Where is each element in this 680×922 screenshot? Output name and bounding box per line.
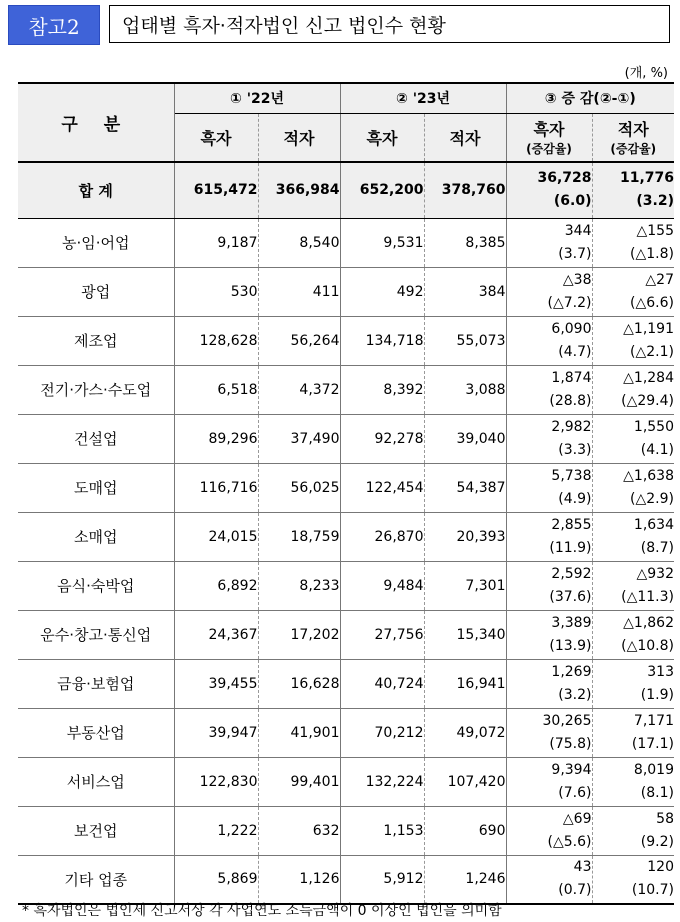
deficit-2022: 17,202	[258, 610, 340, 659]
deficit-change-rate: (8.7)	[640, 539, 674, 556]
deficit-change-rate: (△6.6)	[630, 294, 674, 311]
deficit-2023: 16,941	[424, 659, 506, 708]
deficit-change-rate: (1.9)	[640, 686, 674, 703]
deficit-change	[592, 708, 674, 757]
surplus-2023: 8,392	[340, 365, 424, 414]
footnote: * 흑자법인은 법인세 신고서상 각 사업연도 소득금액이 0 이상인 법인을 의미함	[22, 903, 502, 919]
surplus-2022: 89,296	[174, 414, 258, 463]
header-year-2022: ① '22년	[174, 83, 340, 113]
deficit-change-value: △1,862	[623, 614, 674, 631]
industry-label: 음식·숙박업	[18, 561, 174, 610]
header-change: ③ 증 감(②-①)	[506, 83, 674, 113]
table-row	[18, 610, 674, 659]
deficit-2022: 18,759	[258, 512, 340, 561]
header-deficit-2022: 적자	[258, 113, 340, 162]
deficit-change-value: 120	[647, 859, 674, 876]
surplus-change-rate: (13.9)	[549, 637, 592, 654]
industry-label: 소매업	[18, 512, 174, 561]
surplus-change-rate: (△7.2)	[547, 294, 592, 311]
deficit-2022: 16,628	[258, 659, 340, 708]
surplus-change-rate: (28.8)	[549, 392, 592, 409]
deficit-2023: 49,072	[424, 708, 506, 757]
surplus-change-rate: (75.8)	[549, 735, 592, 752]
total-deficit-change	[592, 162, 674, 218]
surplus-change-value: 3,389	[551, 614, 592, 631]
industry-label: 금융·보험업	[18, 659, 174, 708]
surplus-2022: 6,518	[174, 365, 258, 414]
deficit-change-value: △155	[636, 222, 674, 239]
surplus-2022: 9,187	[174, 218, 258, 267]
deficit-2022: 56,025	[258, 463, 340, 512]
surplus-2022: 116,716	[174, 463, 258, 512]
table-header	[18, 83, 674, 162]
industry-label: 건설업	[18, 414, 174, 463]
deficit-change	[592, 316, 674, 365]
deficit-change-rate: (9.2)	[640, 833, 674, 850]
deficit-change-value: △1,191	[623, 320, 674, 337]
surplus-change	[506, 855, 592, 904]
surplus-change	[506, 708, 592, 757]
unit-label: (개, %)	[624, 66, 668, 81]
deficit-2022: 37,490	[258, 414, 340, 463]
total-surplus-change-value: 36,728	[537, 170, 592, 187]
surplus-change-value: △38	[562, 271, 592, 288]
table-row	[18, 561, 674, 610]
table-row	[18, 414, 674, 463]
deficit-2023: 7,301	[424, 561, 506, 610]
deficit-2023: 8,385	[424, 218, 506, 267]
deficit-2022: 41,901	[258, 708, 340, 757]
surplus-change-rate: (3.7)	[558, 245, 592, 262]
surplus-change-rate: (0.7)	[558, 882, 592, 899]
table-row	[18, 218, 674, 267]
page-title: 업태별 흑자·적자법인 신고 법인수 현황	[109, 5, 670, 43]
header-deficit-change	[592, 113, 674, 162]
surplus-change-value: 9,394	[551, 761, 592, 778]
header-category: 구 분	[18, 83, 174, 162]
industry-label: 도매업	[18, 463, 174, 512]
surplus-2022: 122,830	[174, 757, 258, 806]
surplus-2023: 26,870	[340, 512, 424, 561]
total-label: 합 계	[18, 162, 174, 218]
deficit-2023: 54,387	[424, 463, 506, 512]
table-row	[18, 365, 674, 414]
header-deficit-2023: 적자	[424, 113, 506, 162]
deficit-change-value: 1,550	[633, 418, 674, 435]
table-row	[18, 316, 674, 365]
surplus-2023: 132,224	[340, 757, 424, 806]
surplus-2022: 39,947	[174, 708, 258, 757]
surplus-2022: 24,015	[174, 512, 258, 561]
deficit-change-value: △27	[645, 271, 674, 288]
surplus-change	[506, 267, 592, 316]
deficit-change	[592, 855, 674, 904]
deficit-change-rate: (△2.9)	[630, 490, 674, 507]
surplus-change-rate: (11.9)	[549, 539, 592, 556]
surplus-change	[506, 365, 592, 414]
surplus-change-value: △69	[562, 810, 592, 827]
surplus-2023: 134,718	[340, 316, 424, 365]
deficit-2022: 56,264	[258, 316, 340, 365]
deficit-2023: 55,073	[424, 316, 506, 365]
surplus-change-value: 43	[573, 859, 592, 876]
surplus-2022: 39,455	[174, 659, 258, 708]
deficit-2022: 4,372	[258, 365, 340, 414]
deficit-change	[592, 463, 674, 512]
table-row	[18, 267, 674, 316]
surplus-2023: 70,212	[340, 708, 424, 757]
total-row	[18, 162, 674, 218]
surplus-change	[506, 414, 592, 463]
deficit-change	[592, 806, 674, 855]
header-surplus-2023: 흑자	[340, 113, 424, 162]
deficit-change	[592, 561, 674, 610]
surplus-change	[506, 316, 592, 365]
surplus-change-value: 2,592	[551, 565, 592, 582]
header-deficit-change-label: 적자	[617, 120, 649, 140]
deficit-change-rate: (△10.8)	[621, 637, 674, 654]
deficit-change	[592, 414, 674, 463]
deficit-change-value: △932	[636, 565, 674, 582]
header-year-2023: ② '23년	[340, 83, 506, 113]
surplus-change	[506, 512, 592, 561]
table-row	[18, 463, 674, 512]
deficit-2022: 632	[258, 806, 340, 855]
surplus-change-rate: (4.7)	[558, 343, 592, 360]
total-surplus-change	[506, 162, 592, 218]
statistics-table	[18, 82, 674, 905]
surplus-change-value: 344	[564, 222, 592, 239]
surplus-change-rate: (7.6)	[558, 784, 592, 801]
surplus-2022: 530	[174, 267, 258, 316]
deficit-change-value: 8,019	[633, 761, 674, 778]
surplus-change-value: 1,269	[551, 663, 592, 680]
surplus-change	[506, 806, 592, 855]
deficit-2023: 20,393	[424, 512, 506, 561]
surplus-2022: 128,628	[174, 316, 258, 365]
table-body	[18, 162, 674, 904]
table-row	[18, 708, 674, 757]
deficit-2022: 411	[258, 267, 340, 316]
industry-label: 기타 업종	[18, 855, 174, 904]
table-row	[18, 806, 674, 855]
header-surplus-change	[506, 113, 592, 162]
deficit-change-value: △1,638	[623, 467, 674, 484]
deficit-change-value: 7,171	[633, 712, 674, 729]
deficit-change	[592, 512, 674, 561]
surplus-change	[506, 218, 592, 267]
deficit-change	[592, 267, 674, 316]
total-deficit-2023: 378,760	[424, 162, 506, 218]
deficit-change-rate: (10.7)	[631, 882, 674, 899]
surplus-2023: 27,756	[340, 610, 424, 659]
header-surplus-change-label: 흑자	[533, 120, 565, 140]
deficit-change-rate: (△1.8)	[630, 245, 674, 262]
deficit-2023: 384	[424, 267, 506, 316]
deficit-change-rate: (4.1)	[640, 441, 674, 458]
total-deficit-2022: 366,984	[258, 162, 340, 218]
surplus-change-rate: (3.3)	[558, 441, 592, 458]
surplus-change	[506, 610, 592, 659]
surplus-change-rate: (37.6)	[549, 588, 592, 605]
deficit-change-rate: (8.1)	[640, 784, 674, 801]
deficit-change-value: 313	[647, 663, 674, 680]
reference-badge: 참고2	[8, 5, 100, 45]
surplus-2022: 6,892	[174, 561, 258, 610]
deficit-2023: 107,420	[424, 757, 506, 806]
surplus-2022: 5,869	[174, 855, 258, 904]
deficit-2022: 8,233	[258, 561, 340, 610]
surplus-change-rate: (4.9)	[558, 490, 592, 507]
surplus-2023: 492	[340, 267, 424, 316]
surplus-2023: 9,484	[340, 561, 424, 610]
surplus-2023: 9,531	[340, 218, 424, 267]
total-deficit-change-value: 11,776	[619, 170, 674, 187]
industry-label: 전기·가스·수도업	[18, 365, 174, 414]
deficit-2023: 3,088	[424, 365, 506, 414]
surplus-change-value: 30,265	[542, 712, 592, 729]
surplus-2023: 122,454	[340, 463, 424, 512]
surplus-2022: 1,222	[174, 806, 258, 855]
table-row	[18, 659, 674, 708]
deficit-2022: 8,540	[258, 218, 340, 267]
deficit-2022: 1,126	[258, 855, 340, 904]
surplus-change	[506, 561, 592, 610]
industry-label: 부동산업	[18, 708, 174, 757]
deficit-2023: 1,246	[424, 855, 506, 904]
industry-label: 서비스업	[18, 757, 174, 806]
surplus-2023: 92,278	[340, 414, 424, 463]
industry-label: 운수·창고·통신업	[18, 610, 174, 659]
deficit-change-rate: (△2.1)	[630, 343, 674, 360]
table-row	[18, 512, 674, 561]
total-surplus-change-rate: (6.0)	[553, 193, 592, 210]
deficit-2022: 99,401	[258, 757, 340, 806]
deficit-change	[592, 365, 674, 414]
header-deficit-rate-label: (증감율)	[610, 142, 657, 157]
surplus-change	[506, 659, 592, 708]
industry-label: 광업	[18, 267, 174, 316]
deficit-change	[592, 757, 674, 806]
surplus-change	[506, 757, 592, 806]
surplus-change	[506, 463, 592, 512]
surplus-2023: 1,153	[340, 806, 424, 855]
deficit-change-value: 58	[656, 810, 674, 827]
deficit-2023: 690	[424, 806, 506, 855]
total-surplus-2022: 615,472	[174, 162, 258, 218]
deficit-change-value: △1,284	[623, 369, 674, 386]
title-row	[8, 5, 672, 45]
deficit-change	[592, 218, 674, 267]
deficit-change-rate: (△11.3)	[621, 588, 674, 605]
deficit-change-rate: (△29.4)	[621, 392, 674, 409]
surplus-2023: 5,912	[340, 855, 424, 904]
table-row	[18, 855, 674, 904]
surplus-2022: 24,367	[174, 610, 258, 659]
surplus-change-value: 2,855	[551, 516, 592, 533]
header-surplus-2022: 흑자	[174, 113, 258, 162]
surplus-change-value: 6,090	[551, 320, 592, 337]
total-surplus-2023: 652,200	[340, 162, 424, 218]
header-surplus-rate-label: (증감율)	[526, 142, 572, 157]
deficit-change	[592, 610, 674, 659]
deficit-change	[592, 659, 674, 708]
industry-label: 농·임·어업	[18, 218, 174, 267]
total-deficit-change-rate: (3.2)	[636, 193, 674, 210]
surplus-change-rate: (3.2)	[558, 686, 592, 703]
deficit-2023: 15,340	[424, 610, 506, 659]
deficit-change-rate: (17.1)	[631, 735, 674, 752]
table-row	[18, 757, 674, 806]
surplus-change-value: 1,874	[551, 369, 592, 386]
deficit-2023: 39,040	[424, 414, 506, 463]
surplus-change-value: 5,738	[551, 467, 592, 484]
deficit-change-value: 1,634	[633, 516, 674, 533]
industry-label: 보건업	[18, 806, 174, 855]
surplus-change-rate: (△5.6)	[547, 833, 592, 850]
surplus-2023: 40,724	[340, 659, 424, 708]
surplus-change-value: 2,982	[551, 418, 592, 435]
industry-label: 제조업	[18, 316, 174, 365]
